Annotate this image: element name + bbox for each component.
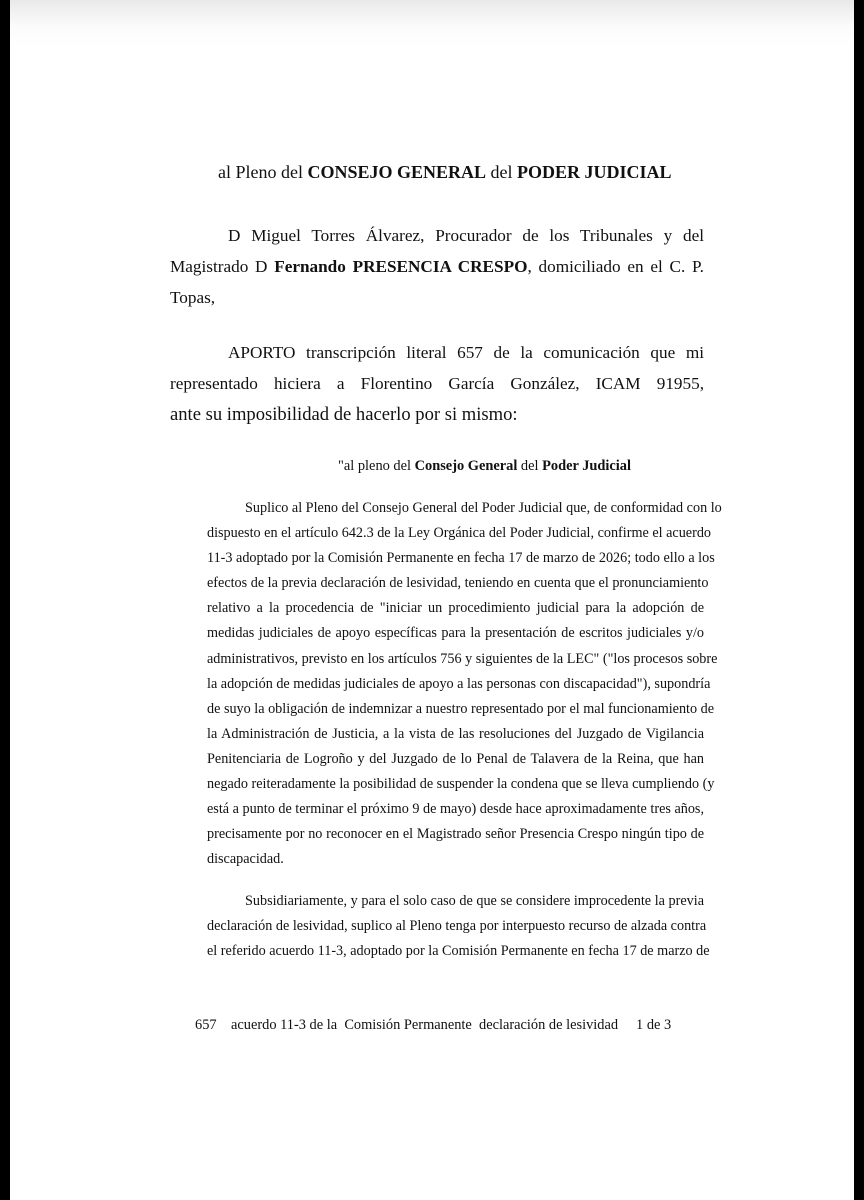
title-bold-consejo: CONSEJO GENERAL (307, 162, 487, 182)
intro-line-2: Magistrado D Fernando PRESENCIA CRESPO, domiciliado en el C. P. (170, 257, 704, 276)
body-line: dispuesto en el artículo 642.3 de la Ley Orgánica del Poder Judicial, confirme el acuerdo (207, 525, 712, 542)
body-line: la adopción de medidas judiciales de apoyo a las personas con discapacidad"), supondría (207, 675, 711, 692)
intro-paragraph (170, 220, 704, 313)
body-line: declaración de lesividad, suplico al Pleno tenga por interpuesto recurso de alzada contra (207, 918, 707, 935)
body-line: de suyo la obligación de indemnizar a nuestro representado por el mal funcionamiento de (207, 700, 715, 717)
body-line: Suplico al Pleno del Consejo General del Poder Judicial que, de conformidad con lo (245, 500, 722, 516)
title-text: al Pleno del (218, 162, 308, 182)
intro-line-3: Topas, (170, 288, 216, 307)
quote-title-bold-consejo: Consejo General (414, 458, 518, 474)
quote-title-bold-poder: Poder Judicial (542, 458, 631, 474)
title-bold-poder: PODER JUDICIAL (517, 162, 672, 182)
body-line: Subsidiariamente, y para el solo caso de que se considere improcedente la previa (245, 893, 704, 909)
body-line: negado reiteradamente la posibilidad de suspender la condena que se lleva cumpliendo (y (207, 776, 715, 793)
body-line: Penitenciaria de Logroño y del Juzgado de lo Penal de Talavera de la Reina, que han (207, 750, 704, 767)
body-line: 11-3 adoptado por la Comisión Permanente en fecha 17 de marzo de 2026; todo ello a los (207, 550, 715, 567)
aporto-line-3: ante su imposibilidad de hacerlo por si mismo: (170, 404, 518, 425)
body-paragraph-2 (207, 889, 710, 964)
intro-line-1: D Miguel Torres Álvarez, Procurador de los Tribunales y del (228, 226, 704, 245)
body-paragraph-1 (207, 496, 722, 872)
body-line: está a punto de terminar el próximo 9 de mayo) desde hace aproximadamente tres años, (207, 801, 704, 818)
body-line: discapacidad. (207, 851, 284, 868)
aporto-line-2: representado hiciera a Florentino García González, ICAM 91955, (170, 374, 704, 393)
body-line: precisamente por no reconocer en el Magistrado señor Presencia Crespo ningún tipo de (207, 826, 704, 843)
page-footer: 657 acuerdo 11-3 de la Comisión Permanente declaración de lesividad 1 de 3 (195, 1017, 672, 1033)
document-page (10, 0, 854, 1200)
aporto-line-1: APORTO transcripción literal 657 de la comunicación que mi (228, 343, 704, 362)
magistrate-name: Fernando PRESENCIA CRESPO (274, 257, 528, 276)
quote-title: "al pleno del Consejo General del Poder Judicial (338, 458, 631, 474)
body-line: la Administración de Justicia, a la vista de las resoluciones del Juzgado de Vigilancia (207, 725, 704, 742)
document-title (218, 160, 672, 184)
title-text: del (486, 162, 518, 182)
body-line: relativo a la procedencia de "iniciar un procedimiento judicial para la adopción de (207, 600, 704, 617)
aporto-paragraph (170, 337, 704, 430)
body-line: administrativos, previsto en los artículos 756 y siguientes de la LEC" ("los procesos sobre (207, 650, 718, 667)
body-line: el referido acuerdo 11-3, adoptado por la Comisión Permanente en fecha 17 de marzo de (207, 943, 710, 960)
page-top-shadow (10, 0, 854, 48)
body-line: medidas judiciales de apoyo específicas para la presentación de escritos judiciales y/o (207, 625, 704, 642)
body-line: efectos de la previa declaración de lesividad, teniendo en cuenta que el pronunciamiento (207, 575, 709, 592)
